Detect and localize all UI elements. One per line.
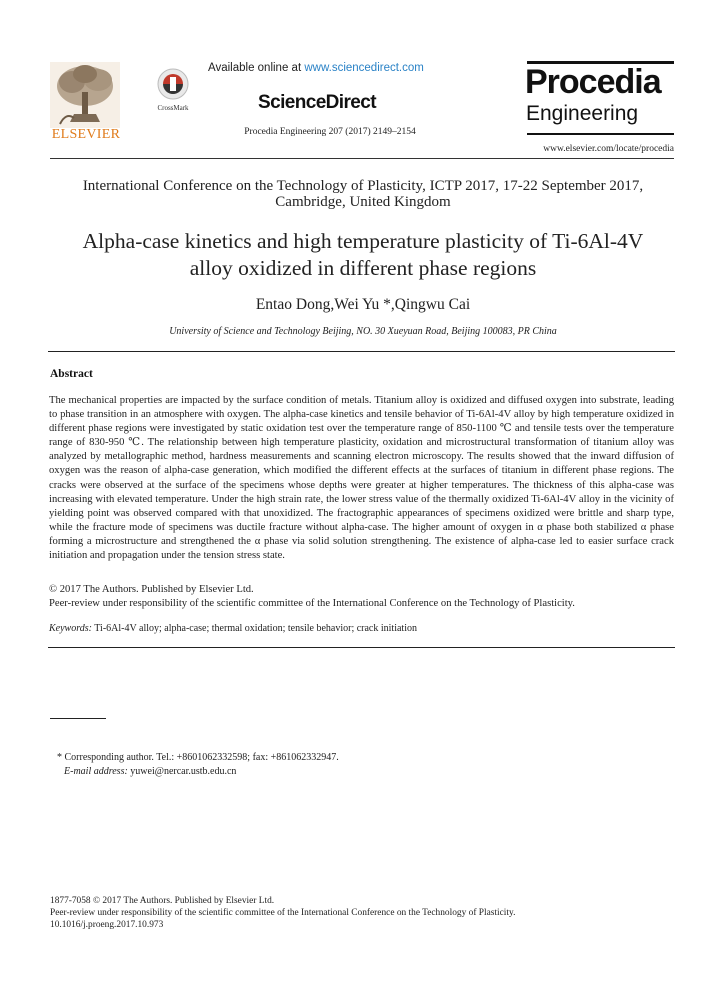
conference-info — [50, 178, 676, 210]
issn-copyright-line: 1877-7058 © 2017 The Authors. Published by Elsevier Ltd. — [50, 896, 275, 906]
author-list: Entao Dong,Wei Yu *,Qingwu Cai — [255, 296, 471, 313]
author-email — [64, 766, 236, 777]
footer-peer-review-line: Peer-review under responsibility of the scientific committee of the International Conference on the Technology of Plasticity. — [50, 908, 516, 918]
availability-line — [208, 62, 448, 74]
keywords — [49, 623, 417, 634]
copyright-notice: © 2017 The Authors. Published by Elsevier Ltd. — [49, 584, 254, 595]
procedia-logo-subtitle: Engineering — [526, 102, 639, 125]
procedia-logo-bottom-rule — [527, 133, 674, 135]
corresponding-author-note: * Corresponding author. Tel.: +8601062332598; fax: +861062332947. — [57, 752, 339, 763]
availability-prefix: Available online at — [208, 62, 305, 74]
elsevier-wordmark: ELSEVIER — [51, 127, 121, 142]
doi-link[interactable]: 10.1016/j.proeng.2017.10.973 — [50, 920, 164, 930]
abstract-top-divider — [48, 351, 675, 352]
keywords-label: Keywords: — [49, 623, 92, 634]
email-label: E-mail address: — [64, 766, 128, 777]
header-divider — [50, 158, 674, 159]
journal-reference: Procedia Engineering 207 (2017) 2149–2154 — [244, 127, 416, 137]
abstract-body: The mechanical properties are impacted by the surface condition of metals. Titanium alloy is oxidized and diffused oxygen into substrate, leading to phase transition in an atmosphere with oxygen. The alpha-case kinetics and tensile behavior of Ti-6Al-4V alloy by high temperature oxidized in different phase regions were investigated by static oxidation test over the temperature range of 850-1100 ℃ and tensile tests over the temperature range of 830-950 ℃. The relationship between high temperature plasticity, oxidation and microstructural transformation of titanium alloy was analyzed by metallographic method, hardness measurements and scanning electron microscopy. The results showed that the inward diffusion of oxygen was the reason of alpha-case generation, which modified the different effects at the surfaces of titanium in different phase regions. The cracks were observed at the surface of the specimens whose depths were greater at higher temperatures. The thickness of this alpha-case was increasing with elevated temperature. Under the high strain rate, the lower stress value of the thermally oxidized Ti-6Al-4V alloy in the vicinity of yielding point was observed compared with that unoxidized. The fractographic appearances of specimens oxidized were brittle and sharp type, while the fracture mode of specimens was ductile fracture without alpha-case. The higher amount of oxygen in α phase both stabilized α phase forming a microstructure and strengthened the α phase via solid solution strengthening. The existence of alpha-case led to easier surface crack initiation and propagation under the tension stress state. — [49, 395, 674, 562]
procedia-logo-title: Procedia — [525, 63, 661, 101]
paper-title — [40, 228, 686, 282]
crossmark-label: CrossMark — [157, 104, 189, 112]
affiliation: University of Science and Technology Beijing, NO. 30 Xueyuan Road, Beijing 100083, PR China — [169, 326, 557, 337]
sciencedirect-logo: ScienceDirect — [258, 92, 376, 113]
abstract-bottom-divider — [48, 647, 675, 648]
conference-line-1: International Conference on the Technology of Plasticity, ICTP 2017, 17-22 September 2017, — [82, 178, 644, 194]
title-line-1: Alpha-case kinetics and high temperature plasticity of Ti-6Al-4V — [82, 229, 644, 253]
footnote-divider — [50, 718, 106, 719]
peer-review-notice: Peer-review under responsibility of the scientific committee of the International Conference on the Technology of Plasticity. — [49, 598, 575, 609]
journal-url-link[interactable]: www.elsevier.com/locate/procedia — [543, 144, 674, 154]
keywords-list: Ti-6Al-4V alloy; alpha-case; thermal oxidation; tensile behavior; crack initiation — [91, 623, 417, 634]
abstract-heading: Abstract — [50, 368, 93, 380]
crossmark-logo[interactable] — [153, 68, 193, 112]
title-line-2: alloy oxidized in different phase regions — [189, 256, 537, 280]
conference-line-2: Cambridge, United Kingdom — [275, 194, 451, 210]
sciencedirect-link[interactable]: www.sciencedirect.com — [304, 62, 424, 74]
email-address[interactable]: yuwei@nercar.ustb.edu.cn — [127, 766, 237, 777]
